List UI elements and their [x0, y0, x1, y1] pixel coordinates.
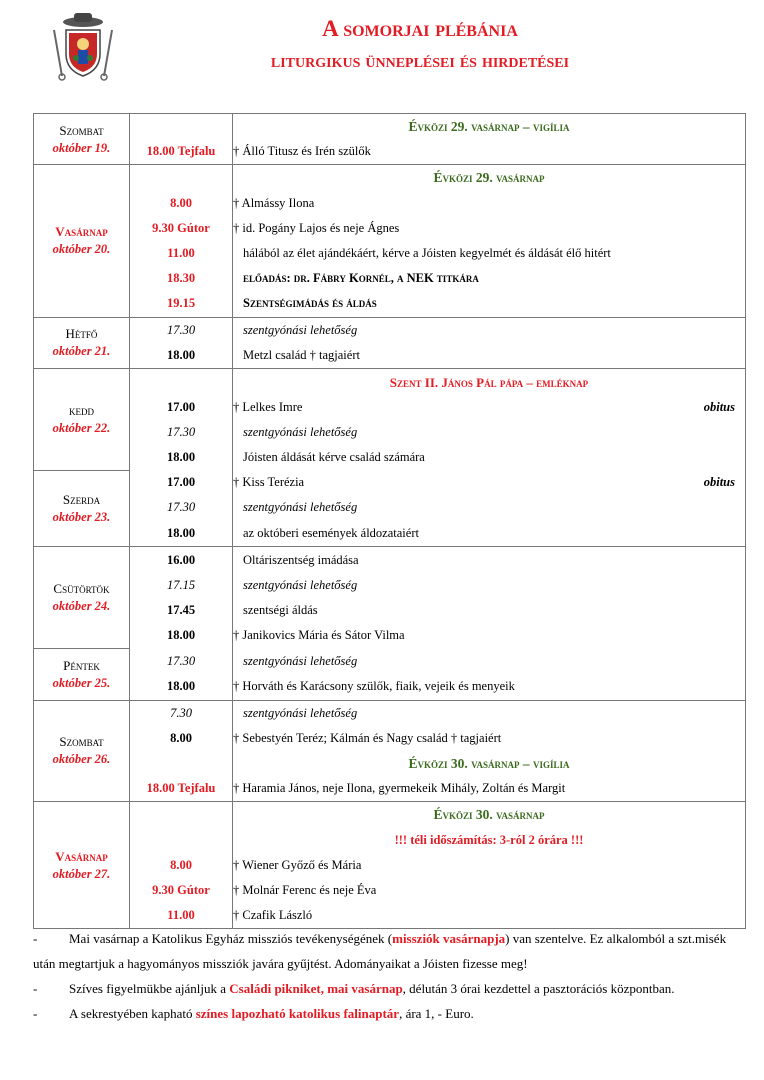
time-label: 17.30: [166, 424, 196, 439]
description-line: † Almássy Ilona: [233, 195, 315, 210]
day-date: október 23.: [52, 510, 111, 525]
day-name: Csütörtök: [53, 581, 110, 597]
bullet-dash: -: [33, 981, 38, 996]
time-label: 7.30: [170, 705, 192, 720]
day-name: Hétfő: [65, 326, 98, 342]
time-label: 18.00: [166, 347, 196, 362]
time-label: [130, 370, 232, 395]
announcement-item: - A sekrestyében kapható színes lapozható katolikus falinaptár, ára 1, - Euro.: [33, 1001, 746, 1026]
description-line: az októberi események áldozataiért: [243, 525, 419, 540]
day-name: Szombat: [59, 734, 104, 750]
times-cell: [130, 368, 233, 546]
page-subtitle: liturgikus ünneplései és hirdetései: [270, 50, 570, 72]
day-cell: [34, 165, 130, 317]
time-label: [130, 165, 232, 190]
time-label: 18.00: [166, 450, 196, 465]
day-date: október 27.: [52, 866, 111, 881]
announcements: [33, 926, 746, 1026]
day-row: [34, 368, 746, 470]
day-row: [34, 317, 746, 368]
time-label: 17.45: [166, 603, 196, 618]
description-line: † Kiss Terézia obitus: [233, 470, 745, 495]
time-label: 17.30: [166, 322, 196, 337]
announcement-item: - Szíves figyelmükbe ajánljuk a Családi pikniket, mai vasárnap, délután 3 órai kezdettel a pasztorációs központban.: [33, 976, 746, 1001]
time-label: 11.00: [167, 908, 195, 923]
time-label: [130, 802, 232, 827]
day-date: október 25.: [52, 675, 111, 690]
day-date: október 22.: [52, 420, 111, 435]
time-label: 17.30: [166, 500, 196, 515]
description-line: † Janikovics Mária és Sátor Vilma: [233, 628, 405, 643]
obitus-label: obitus: [703, 399, 735, 414]
day-name: Szombat: [59, 122, 104, 138]
description-line: † Wiener Győző és Mária: [233, 857, 362, 872]
times-cell: [130, 547, 233, 700]
day-date: október 21.: [52, 344, 111, 359]
time-label: 8.00: [170, 730, 192, 745]
description-line: előadás: dr. Fábry Kornél, a NEK titkára: [243, 271, 479, 286]
day-row: [34, 700, 746, 802]
day-cell: [34, 114, 130, 165]
bullet-dash: -: [33, 931, 38, 946]
description-line: szentgyónási lehetőség: [243, 705, 358, 720]
time-label: 17.00: [166, 399, 196, 414]
highlight-text: Családi pikniket, mai vasárnap: [229, 981, 403, 996]
time-label: 9.30 Gútor: [152, 220, 210, 235]
time-label: 17.00: [166, 475, 196, 490]
day-cell: [34, 649, 130, 700]
day-date: október 26.: [52, 752, 111, 767]
obitus-label: obitus: [703, 475, 735, 490]
description-cell: [233, 547, 746, 700]
day-cell: [34, 802, 130, 929]
description-line: † Molnár Ferenc és neje Éva: [233, 882, 377, 897]
description-line: † Horváth és Karácsony szülők, fiaik, vejeik és menyeik: [233, 678, 515, 693]
day-row: [34, 165, 746, 317]
description-cell: [233, 165, 746, 317]
time-label: 18.00: [166, 525, 196, 540]
description-line: szentgyónási lehetőség: [243, 578, 358, 593]
day-name: Szerda: [62, 492, 101, 508]
time-label: 17.15: [166, 578, 196, 593]
bullet-dash: -: [33, 1006, 38, 1021]
description-line: Évközi 29. vasárnap: [433, 170, 545, 186]
day-cell: [34, 470, 130, 547]
time-label: 18.30: [166, 271, 196, 286]
highlight-text: missziók vasárnapja: [392, 931, 506, 946]
description-cell: [233, 368, 746, 546]
time-label: 18.00: [166, 628, 196, 643]
parish-crest-logo: [46, 10, 120, 84]
description-cell: [233, 114, 746, 165]
description-line: !!! téli időszámítás: 3-ról 2 órára !!!: [394, 832, 584, 847]
day-cell: [34, 700, 130, 802]
page-title: A somorjai plébánia: [322, 16, 518, 41]
day-row: [34, 114, 746, 165]
description-cell: [233, 700, 746, 802]
time-label: 19.15: [166, 296, 196, 311]
description-line: † Haramia János, neje Ilona, gyermekeik Mihály, Zoltán és Margit: [233, 781, 566, 796]
announcement-item: - Mai vasárnap a Katolikus Egyház missziós tevékenységének (missziók vasárnapja) van szentelve. Ez alkalomból a szt.misék után megtartjuk a hagyományos missziók javára gyűjtést. Adományaikat a Jóisten fizesse meg!: [33, 926, 746, 976]
times-cell: [130, 317, 233, 368]
description-line: † Lelkes Imre obitus: [233, 395, 745, 420]
description-line: szentgyónási lehetőség: [243, 500, 358, 515]
description-line: Évközi 30. vasárnap: [433, 807, 545, 823]
description-line: † Czafik László: [233, 908, 313, 923]
time-label: 8.00: [170, 195, 192, 210]
day-name: Péntek: [63, 657, 100, 673]
times-cell: [130, 165, 233, 317]
description-line: † Álló Titusz és Irén szülők: [233, 144, 371, 159]
description-line: Jóisten áldását kérve család számára: [243, 450, 425, 465]
day-name: Vasárnap: [55, 224, 108, 240]
times-cell: [130, 114, 233, 165]
time-label: 8.00: [170, 857, 192, 872]
description-line: szentgyónási lehetőség: [243, 653, 358, 668]
time-label: 18.00: [166, 678, 196, 693]
times-cell: [130, 802, 233, 929]
time-label: 17.30: [166, 653, 196, 668]
time-label: [130, 828, 232, 853]
description-line: Metzl család † tagjaiért: [243, 347, 360, 362]
highlight-text: színes lapozható katolikus falinaptár: [195, 1006, 400, 1021]
day-cell: [34, 317, 130, 368]
description-cell: [233, 802, 746, 929]
day-cell: [34, 368, 130, 470]
day-row: [34, 802, 746, 929]
description-line: Oltáriszentség imádása: [243, 552, 359, 567]
description-line: szentségi áldás: [243, 603, 318, 618]
day-name: kedd: [69, 402, 94, 418]
time-label: [130, 114, 232, 139]
day-name: Vasárnap: [55, 848, 108, 864]
time-label: [130, 751, 232, 776]
time-label: 16.00: [166, 552, 196, 567]
description-line: Évközi 29. vasárnap – vigília: [408, 119, 570, 134]
day-cell: [34, 547, 130, 649]
time-label: 11.00: [167, 245, 195, 260]
time-label: 18.00 Tejfalu: [146, 781, 216, 796]
description-line: szentgyónási lehetőség: [243, 424, 358, 439]
description-cell: [233, 317, 746, 368]
description-line: Szentségimádás és áldás: [243, 296, 377, 311]
day-date: október 20.: [52, 242, 111, 257]
times-cell: [130, 700, 233, 802]
day-date: október 19.: [52, 140, 111, 155]
day-row: [34, 547, 746, 649]
description-line: Szent II. János Pál pápa – emléknap: [389, 374, 589, 390]
description-line: † Sebestyén Teréz; Kálmán és Nagy család † tagjaiért: [233, 730, 502, 745]
description-line: szentgyónási lehetőség: [243, 322, 358, 337]
schedule-table: [33, 113, 746, 929]
description-line: hálából az élet ajándékáért, kérve a Jóisten kegyelmét és áldását élő hitért: [243, 245, 611, 260]
time-label: 9.30 Gútor: [152, 882, 210, 897]
description-line: † id. Pogány Lajos és neje Ágnes: [233, 220, 400, 235]
description-line: Évközi 30. vasárnap – vigília: [408, 755, 570, 771]
time-label: 18.00 Tejfalu: [146, 144, 216, 159]
day-date: október 24.: [52, 599, 111, 614]
